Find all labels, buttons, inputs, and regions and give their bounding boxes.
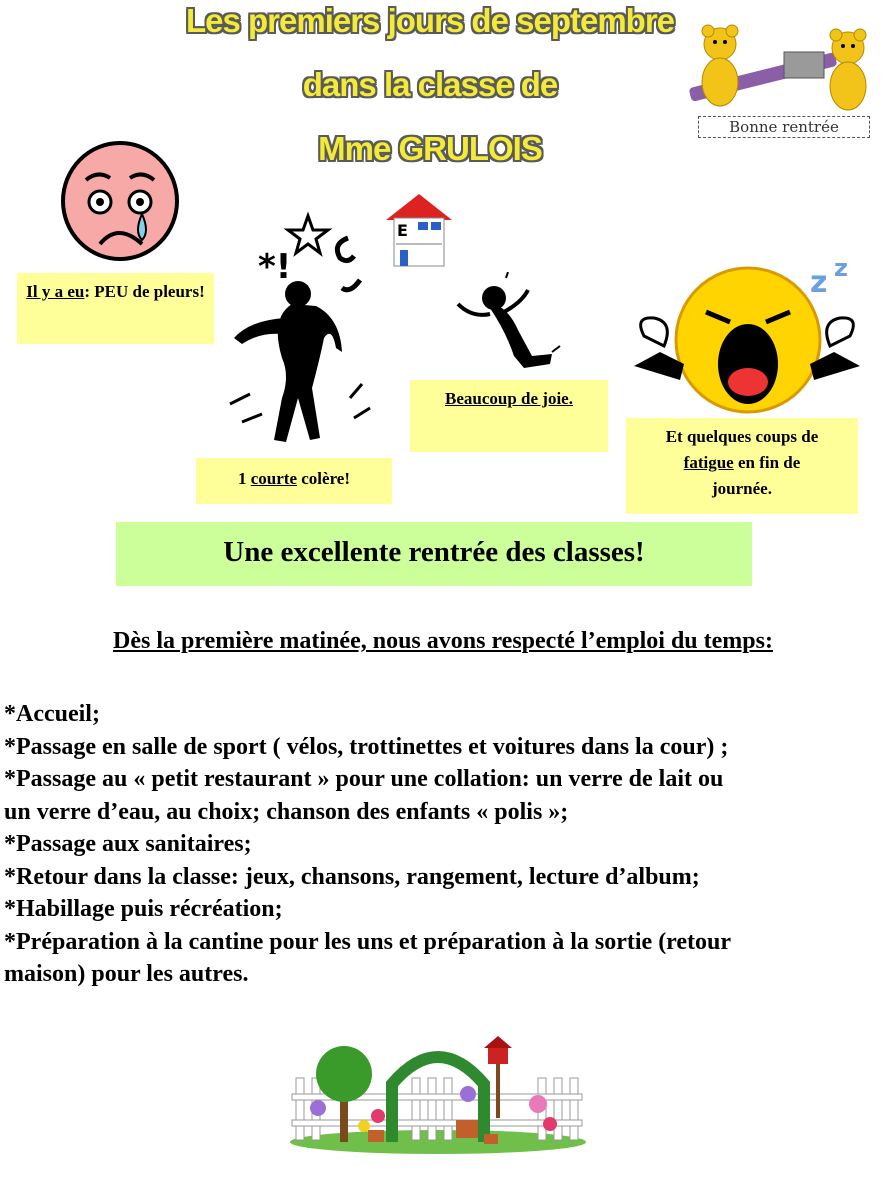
svg-text:z: z: [810, 265, 828, 300]
crying-face-icon: [60, 140, 180, 262]
banner: Une excellente rentrée des classes!: [116, 522, 752, 586]
note-anger-prefix: 1: [237, 469, 251, 488]
note-tears: [17, 273, 214, 344]
title-line-1: Les premiers jours de septembre: [185, 2, 675, 39]
title-line-2: dans la classe de: [302, 66, 558, 103]
garden-icon: [288, 1034, 588, 1156]
note-anger-underlined: courte: [250, 469, 297, 488]
note-fatigue-line2: en fin de: [733, 453, 801, 472]
note-tears-underlined: Il y a eu: [26, 282, 85, 301]
schedule-list: [4, 698, 884, 991]
note-tears-text: : PEU de pleurs!: [84, 282, 205, 301]
note-fatigue-underlined: fatigue: [683, 453, 734, 472]
schedule-line: *Passage au « petit restaurant » pour une collation: un verre de lait ou: [4, 766, 724, 792]
schedule-line: *Accueil;: [4, 701, 100, 727]
schedule-heading: Dès la première matinée, nous avons respecté l’emploi du temps:: [113, 628, 773, 654]
note-fatigue: [626, 418, 858, 514]
bonne-rentree-label: Bonne rentrée: [698, 116, 870, 138]
note-joy-text: Beaucoup de joie.: [445, 389, 573, 408]
happy-stick-figure-icon: [452, 272, 562, 382]
schedule-line: *Passage en salle de sport ( vélos, trottinettes et voitures dans la cour) ;: [4, 733, 729, 760]
teddy-bears-icon: [688, 22, 880, 142]
svg-text:z: z: [834, 256, 848, 282]
note-joy: [410, 380, 608, 452]
schedule-line: maison) pour les autres.: [4, 961, 249, 987]
note-fatigue-line3: journée.: [712, 479, 772, 498]
note-fatigue-line1: Et quelques coups de: [665, 427, 819, 446]
note-anger-suffix: colère!: [297, 469, 351, 488]
school-building-icon: [384, 192, 454, 268]
schedule-line: un verre d’eau, au choix; chanson des enfants « polis »;: [4, 798, 569, 825]
schedule-line: *Retour dans la classe: jeux, chansons, rangement, lecture d’album;: [4, 863, 700, 890]
note-anger: [196, 458, 392, 504]
yawning-face-icon: [624, 256, 870, 416]
angry-stick-figure-icon: [220, 208, 390, 458]
schedule-line: *Préparation à la cantine pour les uns et préparation à la sortie (retour: [4, 928, 732, 955]
schedule-line: *Passage aux sanitaires;: [4, 831, 252, 857]
schedule-line: *Habillage puis récréation;: [4, 896, 283, 922]
svg-text:*!: *!: [258, 247, 292, 287]
title-line-3: Mme GRULOIS: [318, 130, 542, 167]
svg-text:E: E: [397, 221, 408, 240]
